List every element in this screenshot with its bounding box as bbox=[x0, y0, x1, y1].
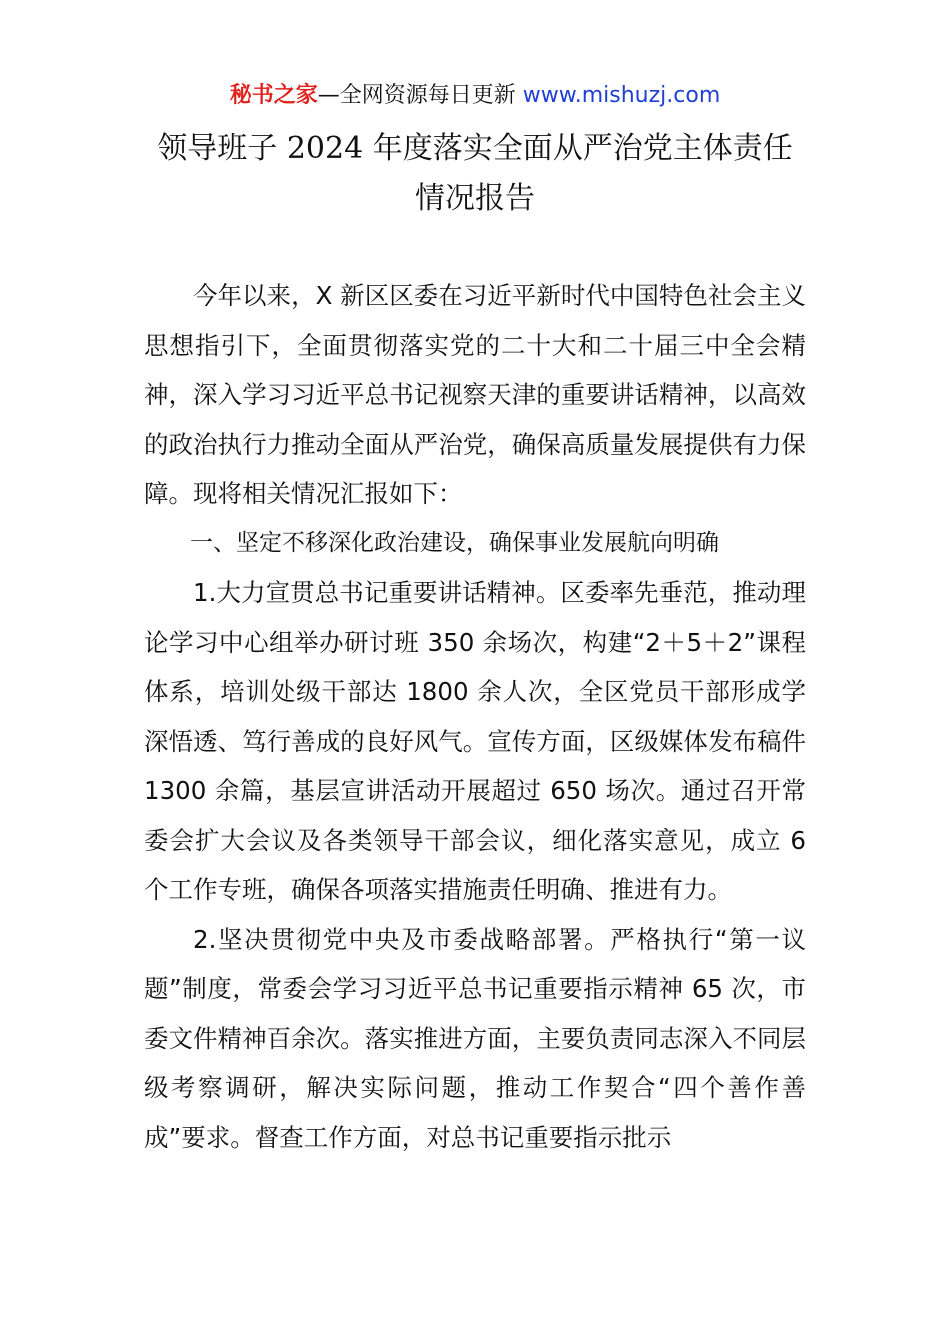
body-paragraph-2: 2.坚决贯彻党中央及市委战略部署。严格执行“第一议题”制度，常委会学习习近平总书记重要指示精神 65 次，市委文件精神百余次。落实推进方面，主要负责同志深入不同层级考察调研，解决实际问题，推动工作契合“四个善作善成”要求。督查工作方面，对总书记重要指示批示 bbox=[144, 924, 806, 1152]
site-brand: 秘书之家 bbox=[229, 83, 318, 108]
document-body bbox=[144, 271, 806, 1162]
document-title bbox=[0, 124, 950, 224]
section-heading-1: 一、坚定不移深化政治建设，确保事业发展航向明确 bbox=[190, 529, 719, 556]
document-title-line-1: 领导班子 2024 年度落实全面从严治党主体责任 bbox=[157, 131, 793, 166]
site-url-link[interactable]: www.mishuzj.com bbox=[522, 83, 721, 108]
body-paragraph-1: 1.大力宣贯总书记重要讲话精神。区委率先垂范，推动理论学习中心组举办研讨班 350 余场次，构建“2＋5＋2”课程体系，培训处级干部达 1800 余人次，全区党员干部形成学深悟透、笃行善成的良好风气。宣传方面，区级媒体发布稿件 1300 余篇，基层宣讲活动开展超过 650 场次。通过召开常委会扩大会议及各类领导干部会议，细化落实意见，成立 6 个工作专班，确保各项落实措施责任明确、推进有力。 bbox=[144, 578, 806, 904]
site-header bbox=[0, 80, 950, 112]
document-title-line-2: 情况报告 bbox=[415, 181, 535, 216]
intro-paragraph: 今年以来，X 新区区委在习近平新时代中国特色社会主义思想指引下，全面贯彻落实党的二十大和二十届三中全会精神，深入学习习近平总书记视察天津的重要讲话精神，以高效的政治执行力推动全面从严治党，确保高质量发展提供有力保障。现将相关情况汇报如下： bbox=[144, 281, 806, 508]
site-tagline: —全网资源每日更新 bbox=[317, 83, 523, 108]
